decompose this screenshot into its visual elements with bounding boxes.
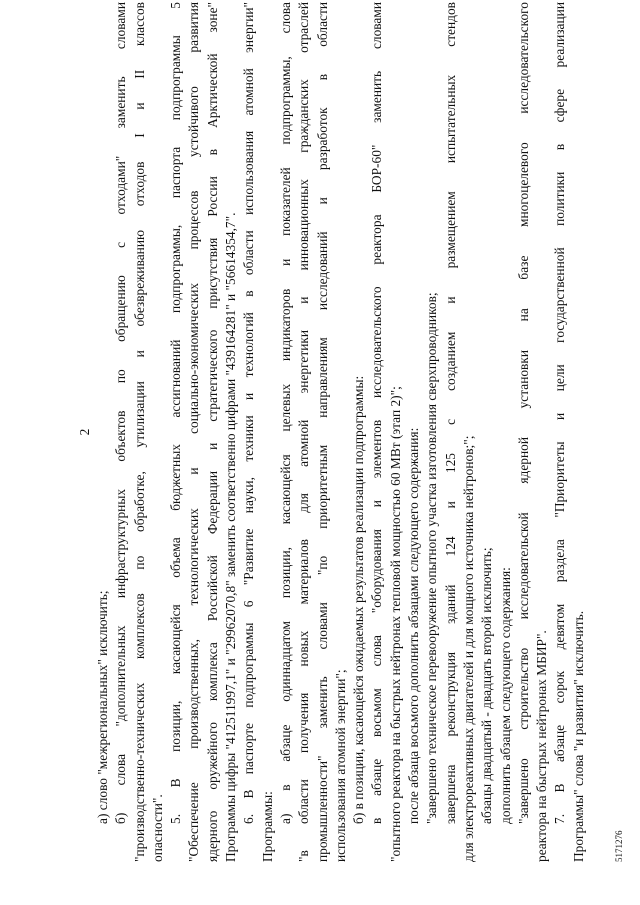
document-body — [94, 2, 588, 862]
text-line: 7. В абзаце сорок девятом раздела "Приоритеты и цели государственной политики в сфере реализации — [552, 2, 568, 824]
text-line: "Обеспечение производственных, технологических и социально-экономических процессов устойчивого развития — [186, 2, 202, 862]
text-line: промышленности" заменить словами "по приоритетным направлениям исследований и разработок в области — [314, 2, 330, 862]
text-line: для электрореактивных двигателей и для мощного источника нейтронов;"; — [460, 435, 476, 862]
text-line: "завершено строительство исследовательской ядерной установки на базе многоцелевого исследовательского — [515, 2, 531, 824]
text-line: дополнить абзацем следующего содержания: — [497, 567, 513, 824]
text-line: Программы" слова "и развития" исключить. — [570, 610, 586, 862]
text-line: ядерного оружейного комплекса Российской Федерации и стратегического присутствия России в Арктической зоне" — [204, 2, 220, 862]
text-line: б) в позиции, касающейся ожидаемых результатов реализации подпрограммы: — [351, 375, 367, 824]
text-line: опасности". — [149, 794, 165, 862]
text-line: завершена реконструкция зданий 124 и 125 с созданием и размещением испытательных стендов — [442, 2, 458, 824]
text-line: "завершено техническое перевооружение опытного участка изготовления сверхпроводников; — [424, 292, 440, 824]
rotated-text-block — [72, 2, 632, 862]
text-line: а) в абзаце одиннадцатом позиции, касающейся целевых индикаторов и показателей подпрограммы, слова — [277, 2, 293, 824]
text-line: в абзаце восьмом слова "оборудования и элементов исследовательского реактора БОР-60" заменить словами — [369, 2, 385, 824]
text-line: после абзаца восьмого дополнить абзацами следующего содержания: — [406, 427, 422, 824]
text-line: "в области получения новых материалов для атомной энергетики и инновационных гражданских отраслей — [296, 2, 312, 862]
text-line: реактора на быстрых нейтронах МБИР". — [534, 630, 550, 862]
page-number: 2 — [77, 428, 92, 436]
text-line: использования атомной энергии"; — [332, 669, 348, 862]
text-line: б) слова "дополнительных инфраструктурных объектов по обращению с отходами" заменить словами — [113, 2, 129, 824]
text-line: а) слово "межрегиональных" исключить; — [95, 590, 110, 824]
footer-code: 5171276 — [614, 830, 624, 862]
text-line: "производственно-технических комплексов по обработке, утилизации и обезвреживанию отходов I и II классов — [131, 2, 147, 862]
text-line: "опытного реактора на быстрых нейтронах тепловой мощностью 60 МВт (этап 2)"; — [387, 386, 403, 862]
text-line: Программы цифры "412511997,1" и "29962070,8" заменить соответственно цифрами "439164281" и "56614354,7". — [223, 212, 239, 862]
text-line: 5. В позиции, касающейся объема бюджетных ассигнований подпрограммы, паспорта подпрограммы 5 — [168, 2, 184, 824]
text-line: 6. В паспорте подпрограммы 6 "Развитие науки, техники и технологий в области использования атомной энергии" — [241, 2, 257, 824]
text-line: абзацы двадцатый - двадцать второй исключить; — [479, 547, 495, 824]
text-line: Программы: — [259, 791, 275, 862]
